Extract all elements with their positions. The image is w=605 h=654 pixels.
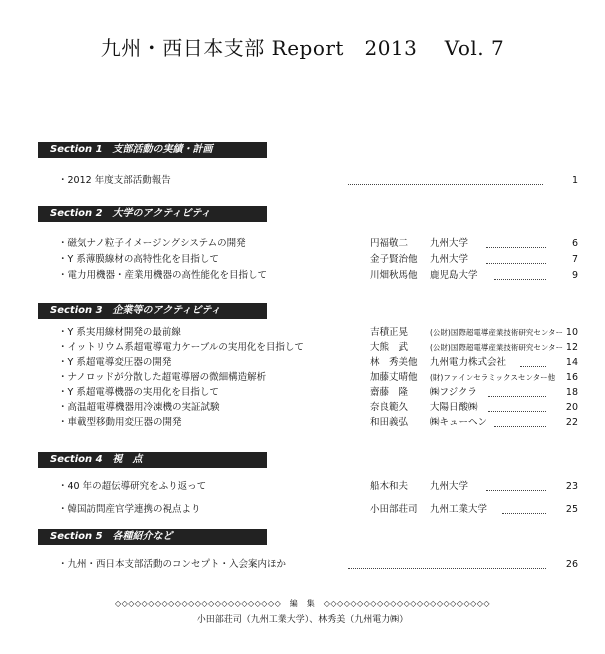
leader-dots (494, 265, 546, 280)
leader-dots (502, 499, 546, 514)
toc-entry-affiliation: 九州大学 (430, 481, 469, 492)
toc-entry-title: ・電力用機器・産業用機器の高性能化を目指して (58, 270, 268, 281)
toc-entry-title: ・2012 年度支部活動報告 (58, 175, 171, 186)
toc-entry-affiliation: (公財)国際超電導産業技術研究センター (430, 328, 564, 337)
toc-entry-affiliation: 九州大学 (430, 254, 469, 265)
toc-entry-page: 9 (571, 270, 578, 281)
toc-entry[interactable] (58, 269, 578, 283)
toc-entry-author: 吉積正晃 (370, 327, 409, 338)
toc-entry-title: ・Y 系超電導機器の実用化を目指して (58, 387, 219, 398)
toc-entry-page: 16 (565, 372, 578, 383)
leader-dots (348, 170, 543, 185)
toc-entry-page: 22 (565, 417, 578, 428)
leader-dots (488, 382, 546, 397)
toc-entry-title: ・高温超電導機器用冷凍機の実証試験 (58, 402, 220, 413)
report-title: 九州・西日本支部 Report 2013 Vol. 7 (100, 36, 505, 60)
toc-entry-page: 6 (571, 238, 578, 249)
toc-entry-page: 25 (565, 504, 578, 515)
section-heading: Section 1 支部活動の実績・計画 (38, 142, 267, 158)
leader-dots (520, 352, 546, 367)
toc-entry-page: 7 (571, 254, 578, 265)
toc-entry-affiliation: ㈱キューヘン (430, 417, 488, 428)
toc-entry-affiliation: 九州工業大学 (430, 504, 488, 515)
toc-entry-affiliation: ㈱フジクラ (430, 387, 477, 398)
toc-entry-title: ・イットリウム系超電導電力ケーブルの実用化を目指して (58, 342, 304, 353)
toc-entry-affiliation: (財)ファインセラミックスセンター他 (430, 373, 556, 382)
toc-entry-title: ・40 年の超伝導研究をふり返って (58, 481, 207, 492)
toc-entry-affiliation: 大陽日酸㈱ (430, 402, 478, 413)
toc-entry-title: ・車載型移動用変圧器の開発 (58, 417, 182, 428)
editors: 小田部荘司（九州工業大学）、林秀美（九州電力㈱） (196, 615, 409, 625)
toc-entry-author: 林 秀美他 (370, 357, 418, 368)
leader-dots (494, 412, 546, 427)
toc-entry-author: 川畑秋馬他 (370, 270, 418, 281)
toc-entry-author: 金子賢治他 (370, 254, 418, 265)
toc-entry-title: ・Y 系実用線材開発の最前線 (58, 327, 181, 338)
leader-dots (486, 476, 546, 491)
editorial-divider: ◇◇◇◇◇◇◇◇◇◇◇◇◇◇◇◇◇◇◇◇◇◇◇◇◇ 編 集 ◇◇◇◇◇◇◇◇◇◇◇◇◇◇◇◇◇◇◇◇◇◇◇◇◇ (114, 599, 491, 608)
section-heading: Section 5 各種紹介など (38, 529, 267, 545)
toc-entry[interactable] (58, 558, 578, 572)
toc-entry-page: 20 (565, 402, 578, 413)
toc-entry[interactable] (58, 326, 578, 340)
toc-entry-page: 23 (565, 481, 578, 492)
toc-entry-author: 加藤丈晴他 (370, 372, 418, 383)
leader-dots (488, 397, 546, 412)
toc-entry-author: 奈良範久 (370, 402, 409, 413)
leader-dots (348, 554, 546, 569)
toc-entry[interactable] (58, 341, 578, 355)
toc-entry-affiliation: (公財)国際超電導産業技術研究センター (430, 343, 564, 352)
toc-entry-title: ・ナノロッドが分散した超電導層の微細構造解析 (58, 372, 267, 383)
toc-entry-page: 10 (565, 327, 578, 338)
toc-entry-author: 齋藤 隆 (370, 387, 409, 398)
section-heading: Section 3 企業等のアクティビティ (38, 303, 267, 319)
toc-entry-author: 小田部荘司 (370, 504, 418, 515)
toc-entry[interactable] (58, 503, 578, 517)
toc-entry[interactable] (58, 480, 578, 494)
toc-entry-title: ・韓国訪問産官学連携の視点より (58, 504, 201, 515)
toc-entry-page: 12 (565, 342, 578, 353)
toc-entry-author: 船木和夫 (370, 481, 409, 492)
toc-entry-title: ・磁気ナノ粒子イメージングシステムの開発 (58, 238, 246, 249)
toc-entry-affiliation: 鹿児島大学 (430, 270, 478, 281)
toc-entry-author: 大熊 武 (370, 342, 409, 353)
toc-entry[interactable] (58, 416, 578, 430)
toc-entry[interactable] (58, 356, 578, 370)
toc-entry-affiliation: 九州大学 (430, 238, 469, 249)
toc-entry-author: 円福敬二 (370, 238, 409, 249)
section-heading: Section 2 大学のアクティビティ (38, 206, 267, 222)
toc-entry-title: ・Y 系超電導変圧器の開発 (58, 357, 172, 368)
toc-entry-page: 1 (571, 175, 578, 186)
section-heading: Section 4 視 点 (38, 452, 267, 468)
toc-entry-page: 18 (565, 387, 578, 398)
toc-entry-affiliation: 九州電力株式会社 (430, 357, 507, 368)
toc-entry-title: ・Y 系薄膜線材の高特性化を目指して (58, 254, 219, 265)
toc-entry-author: 和田義弘 (370, 417, 409, 428)
leader-dots (486, 233, 546, 248)
leader-dots (486, 249, 546, 264)
toc-entry[interactable] (58, 174, 578, 188)
toc-entry-page: 14 (565, 357, 578, 368)
toc-entry-page: 26 (565, 559, 578, 570)
toc-entry-title: ・九州・西日本支部活動のコンセプト・入会案内ほか (58, 559, 287, 570)
